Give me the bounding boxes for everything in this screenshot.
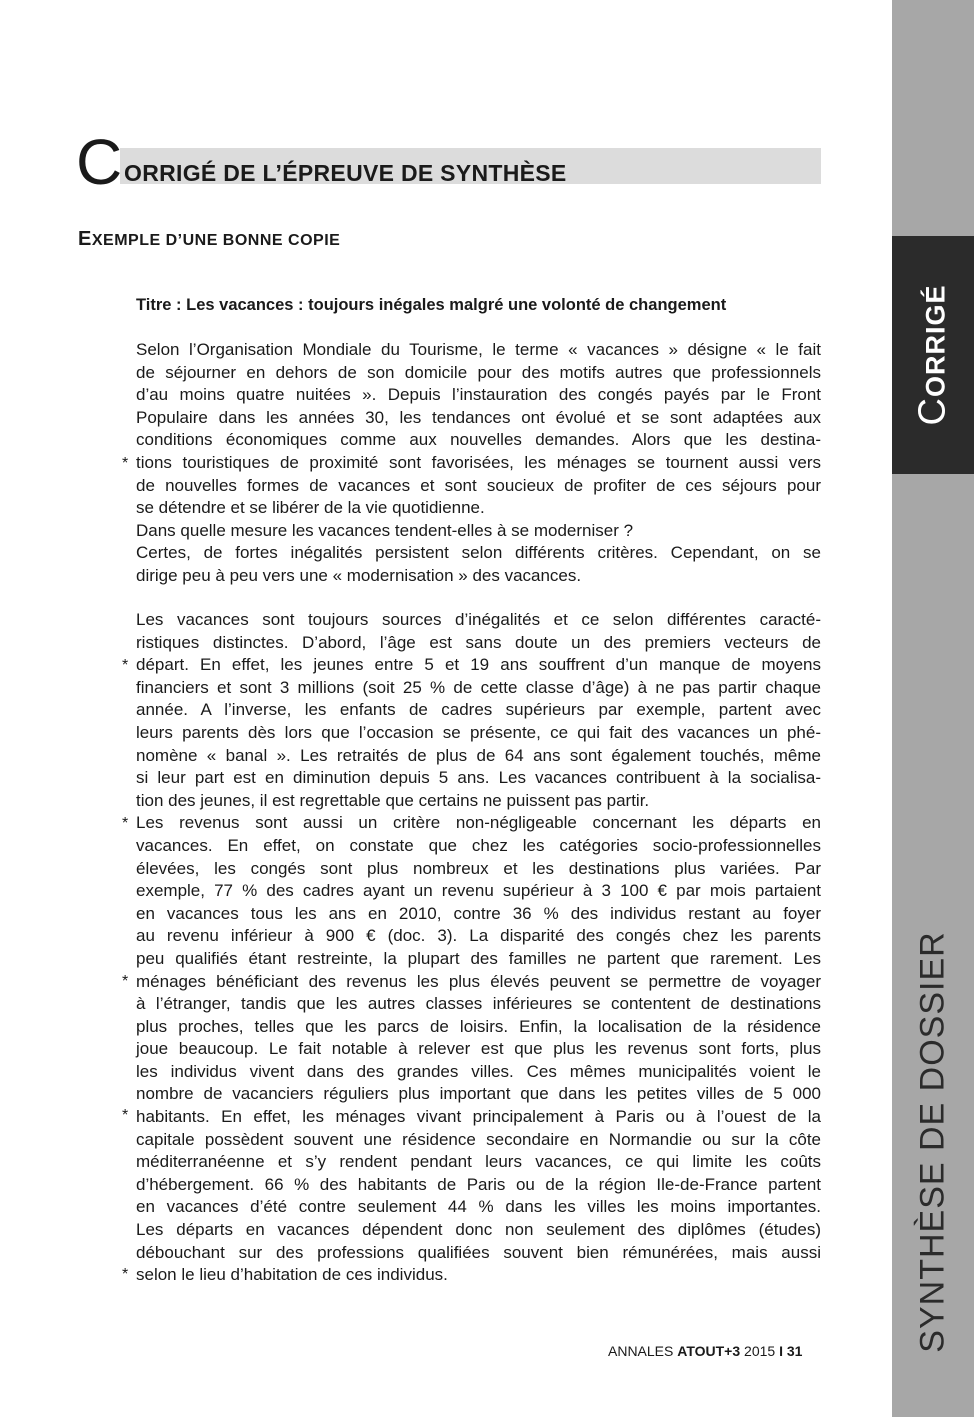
sidebar-tab-label xyxy=(912,285,955,426)
subheading-initial: E xyxy=(78,228,92,250)
text-line: nombre de vacanciers réguliers plus important que dans les petites villes de 5 000 xyxy=(136,1084,821,1104)
text-line: se détendre et se libérer de la vie quotidienne. xyxy=(136,498,485,518)
text-line: année. A l’inverse, les enfants de cadres supérieurs par exemple, partent avec xyxy=(136,700,821,720)
text-line: conditions économiques comme aux nouvelles demandes. Alors que les destina- xyxy=(136,430,821,450)
sidebar-tab-initial: C xyxy=(911,397,954,426)
margin-mark: * xyxy=(122,815,129,832)
footer-brand: ATOUT+3 xyxy=(677,1343,741,1359)
page-footer xyxy=(608,1343,802,1359)
text-line: Selon l’Organisation Mondiale du Tourisme, le terme « vacances » désigne « le fait xyxy=(136,340,821,359)
text-line: exemple, 77 % des cadres ayant un revenu supérieur à 3 100 € par mois partaient xyxy=(136,881,821,901)
subheading-rest: XEMPLE D’UNE BONNE COPIE xyxy=(91,232,341,249)
text-line: en vacances tous les ans en 2010, contre 36 % des individus restant au foyer xyxy=(136,903,821,923)
text-line: élevées, les congés sont plus nombreux et les destinations plus variées. Par xyxy=(136,858,821,878)
margin-mark: * xyxy=(122,657,129,674)
margin-mark: * xyxy=(122,1107,129,1124)
text-line: plus proches, telles que les parcs de loisirs. Enfin, la localisation de la résidence xyxy=(136,1016,821,1036)
margin-mark: * xyxy=(122,1266,129,1283)
text-line: vacances. En effet, on constate que chez les catégories socio-professionnelles xyxy=(136,835,821,855)
intro-paragraph xyxy=(136,339,821,588)
text-line: si leur part est en diminution depuis 5 ans. Les vacances contribuent à la socialisa- xyxy=(136,768,821,788)
essay-title: Titre : Les vacances : toujours inégales malgré une volonté de changement xyxy=(136,296,727,314)
text-line: à l’étranger, tandis que les autres classes inférieures se contentent de destinations xyxy=(136,994,821,1014)
text-line: leurs parents dès lors que l’occasion se présente, ce qui fait des vacances un phé- xyxy=(136,722,821,742)
text-line: de nouvelles formes de vacances et sont soucieux de profiter de ces séjours pour xyxy=(136,475,821,495)
page-title: ORRIGÉ DE L’ÉPREUVE DE SYNTHÈSE xyxy=(124,160,567,186)
text-line: financiers et sont 3 millions (soit 25 % de cette classe d’âge) à ne pas partir chaque xyxy=(136,677,821,697)
text-line: ménages bénéficiant des revenus les plus élevés peuvent se permettre de voyager xyxy=(136,971,821,991)
text-line: Populaire dans les années 30, les tendances ont évolué et se sont adaptées aux xyxy=(136,407,821,427)
body-paragraph xyxy=(136,609,821,1287)
text-line: tions touristiques de proximité sont favorisées, les ménages se tournent aussi vers xyxy=(136,452,821,472)
text-line: Certes, de fortes inégalités persistent selon différents critères. Cependant, on se xyxy=(136,543,821,563)
text-line: Les vacances sont toujours sources d’inégalités et ce selon différentes caracté- xyxy=(136,610,821,629)
text-line: d’au moins quatre nuitées ». Depuis l’instauration des congés payés par le Front xyxy=(136,385,821,405)
text-line: les individus vivent dans des grandes villes. Ces mêmes municipalités voient le xyxy=(136,1061,821,1081)
text-line: de séjourner en dehors de son domicile pour des motifs autres que professionnels xyxy=(136,362,821,382)
title-initial: C xyxy=(76,126,123,198)
text-line: selon le lieu d’habitation de ces individus. xyxy=(136,1265,448,1285)
problem-question: Dans quelle mesure les vacances tendent-elles à se moderniser ? xyxy=(136,520,634,540)
text-line: méditerranéenne et s’y rendent pendant leurs vacances, ce qui limite les coûts xyxy=(136,1152,821,1172)
footer-prefix: ANNALES xyxy=(608,1343,674,1359)
text-line: ristiques distinctes. D’abord, l’âge est sans doute un des premiers vecteurs de xyxy=(136,632,821,652)
text-line: nomène « banal ». Les retraités de plus de 64 ans sont également touchés, même xyxy=(136,745,821,765)
text-line: en vacances d’été contre seulement 44 % dans les villes les moins importantes. xyxy=(136,1197,821,1217)
footer-year: 2015 xyxy=(744,1343,776,1359)
text-line: débouchant sur des professions qualifiées souvent bien rémunérées, mais aussi xyxy=(136,1242,821,1262)
text-line: capitale possèdent souvent une résidence secondaire en Normandie ou sur la côte xyxy=(136,1129,821,1149)
text-line: d’hébergement. 66 % des habitants de Paris ou de la région Ile-de-France partent xyxy=(136,1174,821,1194)
sidebar-dossier-label: SYNTHÈSE DE DOSSIER xyxy=(913,931,952,1353)
text-line: habitants. En effet, les ménages vivant principalement à Paris ou à l’ouest de la xyxy=(136,1107,821,1127)
text-line: tion des jeunes, il est regrettable que certains ne puissent pas partir. xyxy=(136,790,650,810)
sidebar-tab-rest: ORRIGÉ xyxy=(920,284,951,398)
footer-separator: I xyxy=(779,1343,783,1359)
margin-mark: * xyxy=(122,455,129,472)
text-line: au revenu inférieur à 900 € (doc. 3). La disparité des congés chez les parents xyxy=(136,926,821,946)
text-line: dirige peu à peu vers une « modernisation » des vacances. xyxy=(136,565,582,585)
text-line: départ. En effet, les jeunes entre 5 et 19 ans souffrent d’un manque de moyens xyxy=(136,655,821,675)
text-line: peu qualifiés étant restreinte, la plupart des familles ne partent que rarement. Les xyxy=(136,948,821,968)
margin-mark: * xyxy=(122,973,129,990)
text-line: joue beaucoup. Le fait notable à relever est que plus les revenus sont forts, plus xyxy=(136,1039,821,1059)
text-line: Les départs en vacances dépendent donc non seulement des diplômes (études) xyxy=(136,1220,821,1240)
text-line: Les revenus sont aussi un critère non-négligeable concernant les départs en xyxy=(136,813,821,833)
section-subheading xyxy=(78,228,340,251)
page-number: 31 xyxy=(786,1343,803,1359)
